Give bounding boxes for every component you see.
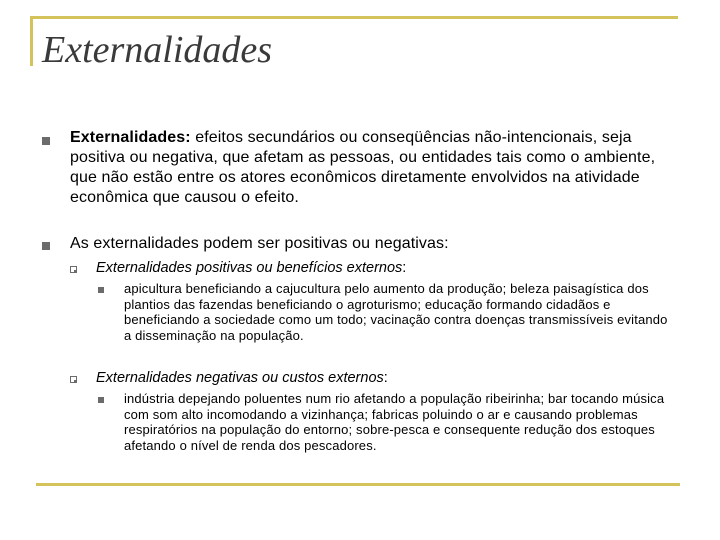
small-square-bullet-icon: [98, 397, 104, 403]
top-border-rule: [30, 16, 678, 19]
negative-colon: :: [383, 370, 388, 386]
definition-paragraph: [70, 128, 682, 208]
small-square-bullet-icon: [98, 287, 104, 293]
positive-label: Externalidades positivas ou benefícios externos: [96, 260, 403, 276]
negative-label: Externalidades negativas ou custos externos: [96, 370, 384, 386]
positive-colon: :: [402, 260, 407, 276]
definition-text: efeitos secundários ou conseqüências não-intencionais, seja positiva ou negativa, que afetam as pessoas, ou entidades tais como o ambiente, que não estão entre os atores econômicos diretamente envolvidos na atividade econômica que causou o efeito.: [70, 129, 656, 206]
definition-term: Externalidades:: [70, 129, 191, 146]
hollow-square-bullet-icon: [70, 376, 77, 383]
left-border-rule: [30, 16, 33, 66]
negative-externalities-heading: [96, 369, 676, 387]
positive-externalities-heading: [96, 259, 676, 277]
bottom-border-rule: [36, 483, 680, 486]
negative-example: indústria depejando poluentes num rio afetando a população ribeirinha; bar tocando música com som alto incomodando a vizinhança; fabricas poluindo o ar e causando problemas respiratórios na população do entorno; sobre-pesca e consequente redução dos estoques afetando o nível de renda dos pescadores.: [124, 391, 665, 453]
slide-title: Externalidades: [42, 29, 273, 71]
positive-example: apicultura beneficiando a cajucultura pelo aumento da produção; beleza paisagística dos plantios das fazendas beneficiando o agroturismo; educação formando cidadãos e beneficiando a sociedade como um todo; vacinação contra doenças transmissíveis evitando a disseminação na população.: [124, 281, 668, 343]
square-bullet-icon: [42, 137, 50, 145]
hollow-square-bullet-icon: [70, 266, 77, 273]
square-bullet-icon: [42, 242, 50, 250]
types-intro: As externalidades podem ser positivas ou negativas:: [70, 235, 449, 252]
